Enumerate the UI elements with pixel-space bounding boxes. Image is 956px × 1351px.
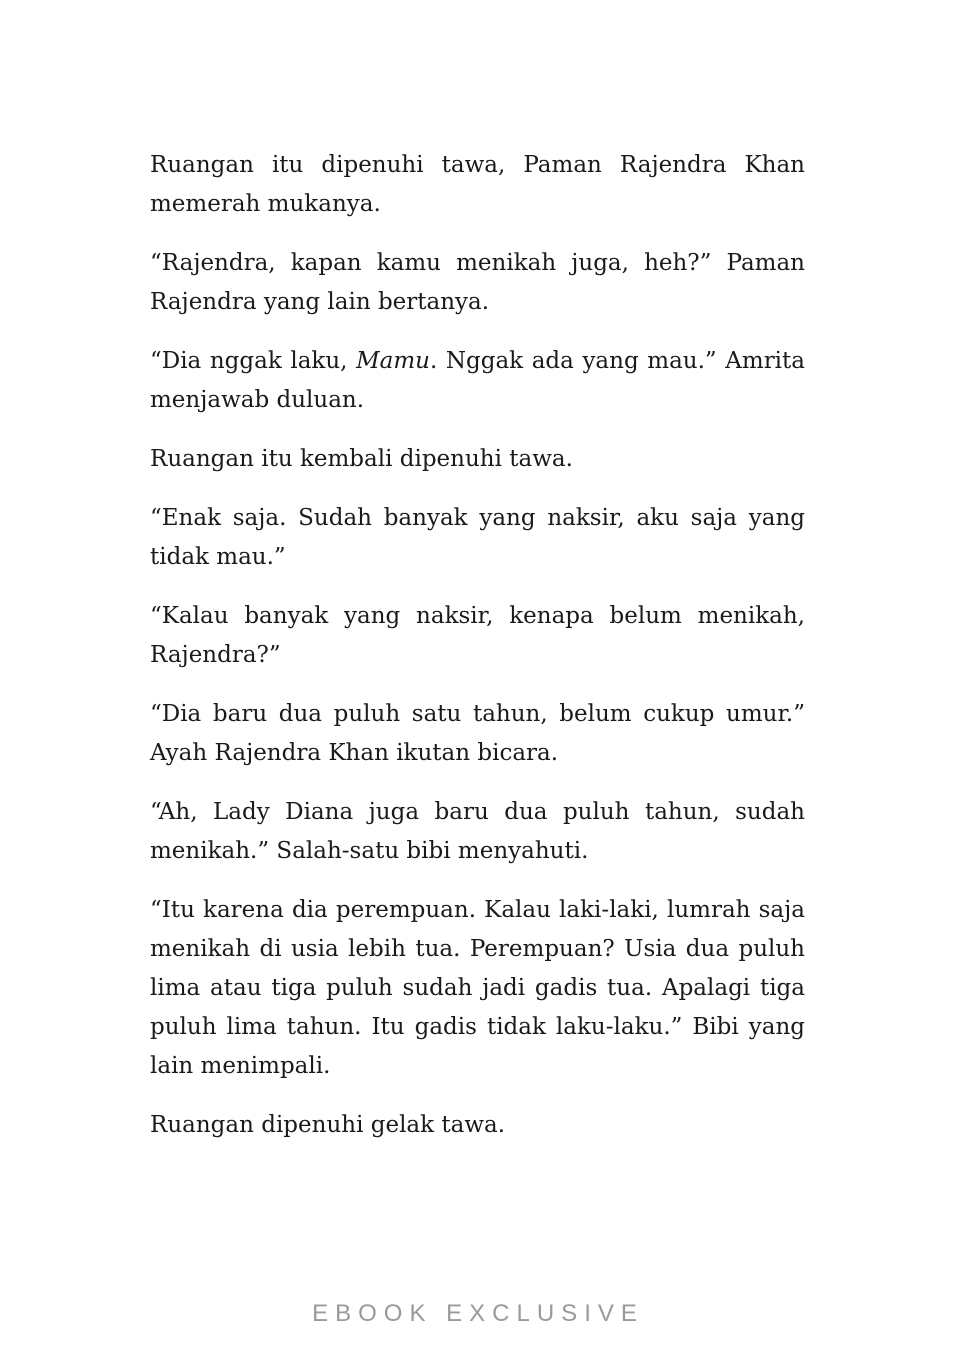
paragraph-text: . Nggak ada yang mau.” Amrita menjawab duluan. <box>150 348 805 413</box>
paragraph: “Rajendra, kapan kamu menikah juga, heh?” Paman Rajendra yang lain bertanya. <box>150 250 805 315</box>
page-body <box>150 146 805 1165</box>
paragraph: “Kalau banyak yang naksir, kenapa belum menikah, Rajendra?” <box>150 603 805 668</box>
paragraph: Ruangan itu kembali dipenuhi tawa. <box>150 446 573 472</box>
paragraph: “Itu karena dia perempuan. Kalau laki-laki, lumrah saja menikah di usia lebih tua. Perempuan? Usia dua puluh lima atau tiga puluh sudah jadi gadis tua. Apalagi tiga puluh lima tahun. Itu gadis tidak laku-laku.” Bibi yang lain menimpali. <box>150 897 805 1079</box>
paragraph: “Dia baru dua puluh satu tahun, belum cukup umur.” Ayah Rajendra Khan ikutan bicara. <box>150 701 805 766</box>
paragraph: “Enak saja. Sudah banyak yang naksir, aku saja yang tidak mau.” <box>150 505 805 570</box>
footer-watermark: EBOOK EXCLUSIVE <box>312 1300 644 1327</box>
paragraph <box>150 342 805 420</box>
paragraph: “Ah, Lady Diana juga baru dua puluh tahun, sudah menikah.” Salah-satu bibi menyahuti. <box>150 799 805 864</box>
paragraph: Ruangan dipenuhi gelak tawa. <box>150 1112 506 1138</box>
paragraph-text: “Dia nggak laku, <box>150 348 357 374</box>
paragraph: Ruangan itu dipenuhi tawa, Paman Rajendra Khan memerah mukanya. <box>150 152 805 217</box>
italic-term: Mamu <box>356 348 430 374</box>
